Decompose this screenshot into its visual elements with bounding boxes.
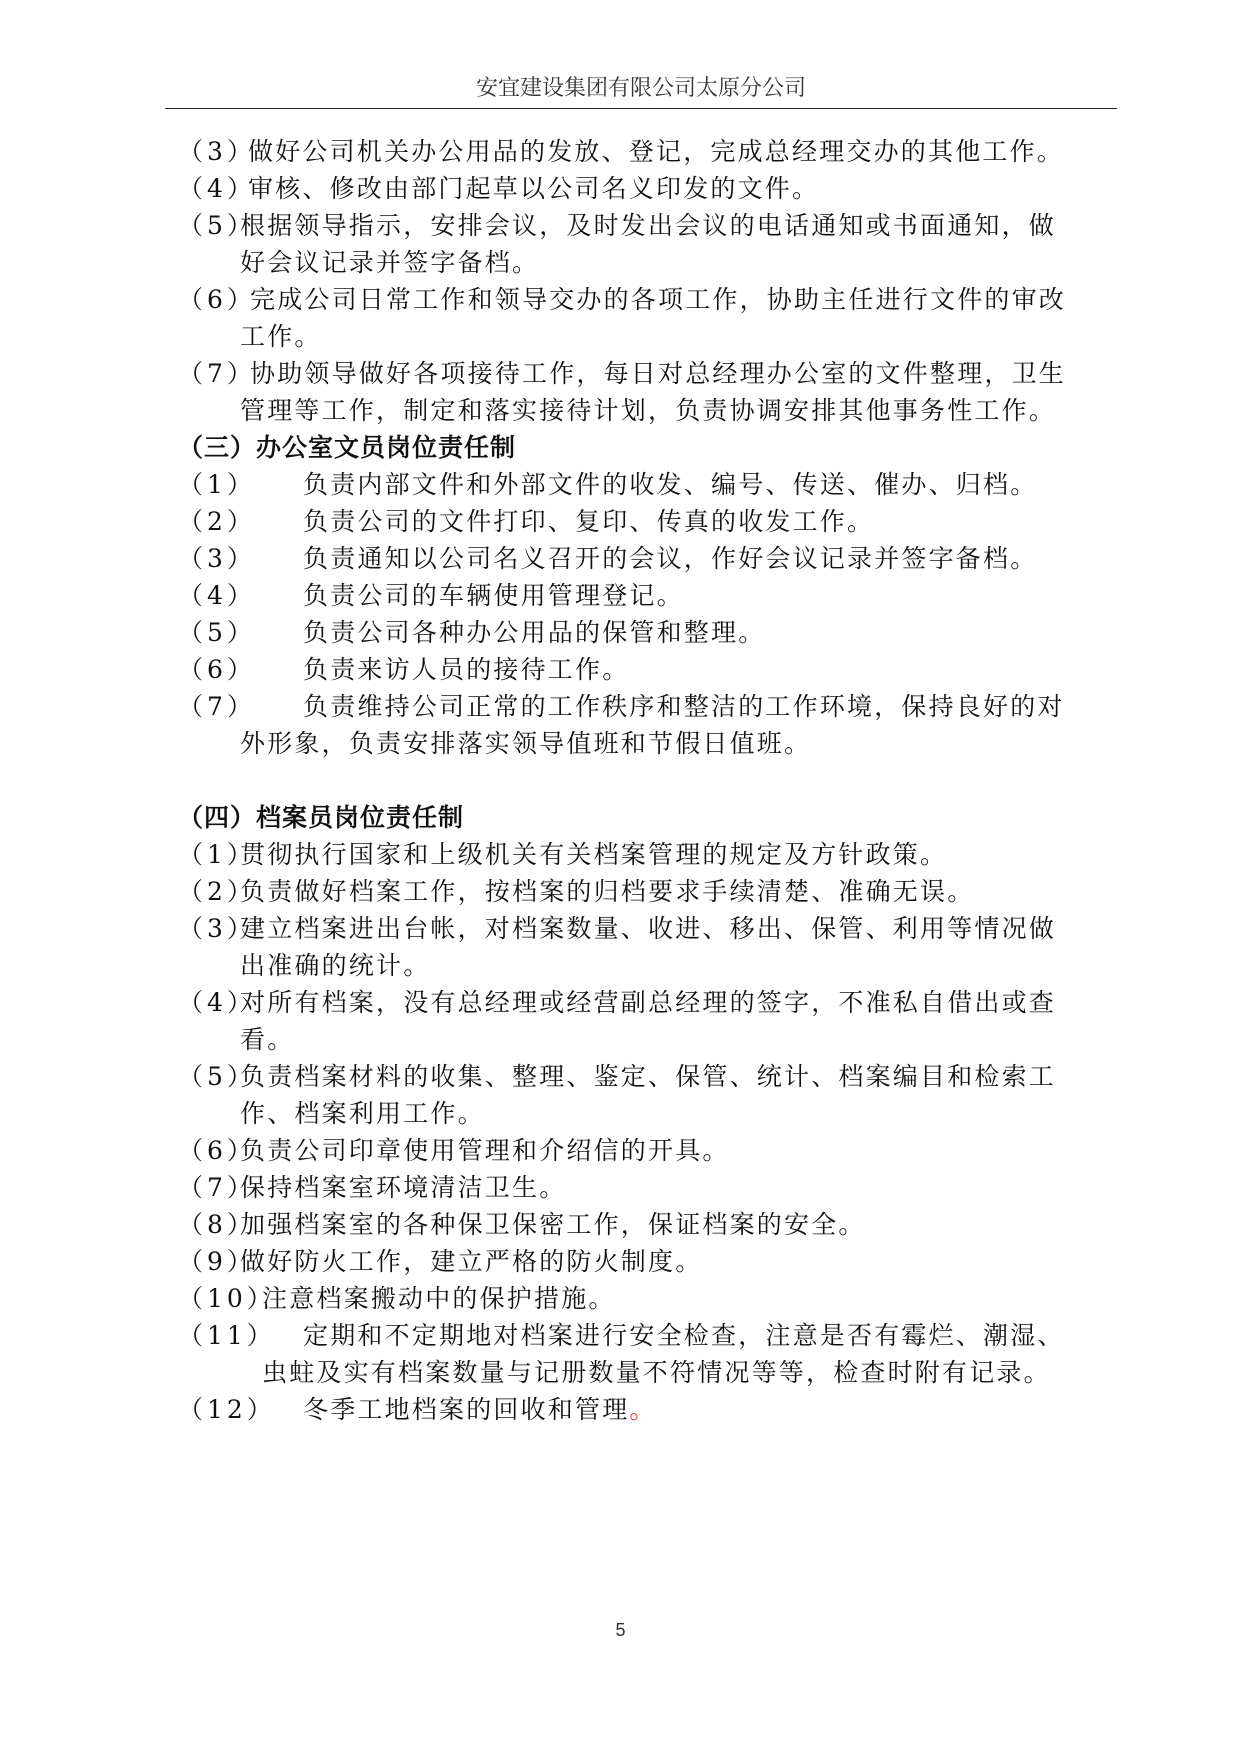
item-text: 负责公司印章使用管理和介绍信的开具。 (240, 1136, 730, 1165)
item-text-continued: 好会议记录并签字备档。 (240, 248, 540, 277)
item-text-wrapper (303, 1391, 657, 1428)
item-text-continued: 外形象，负责安排落实领导值班和节假日值班。 (240, 729, 812, 758)
item-number: （11） (178, 1321, 276, 1350)
list-item (178, 207, 1123, 244)
item-text-continued: 出准确的统计。 (240, 951, 431, 980)
item-number: （6） (178, 1136, 256, 1165)
list-item-continuation (178, 318, 1123, 355)
item-number: （2） (178, 877, 256, 906)
list-item (178, 170, 1123, 207)
item-text: 建立档案进出台帐，对档案数量、收进、移出、保管、利用等情况做 (240, 914, 1057, 943)
item-text: 做好防火工作，建立严格的防火制度。 (240, 1247, 703, 1276)
item-number: （3） (178, 914, 256, 943)
item-text: 负责公司的文件打印、复印、传真的收发工作。 (303, 507, 875, 536)
list-item (178, 503, 1123, 540)
item-text: 定期和不定期地对档案进行安全检查，注意是否有霉烂、潮湿、 (303, 1321, 1065, 1350)
page-number: 5 (615, 1620, 626, 1640)
item-text: 根据领导指示，安排会议，及时发出会议的电话通知或书面通知，做 (240, 211, 1057, 240)
item-number: （1） (178, 840, 256, 869)
item-text: 贯彻执行国家和上级机关有关档案管理的规定及方针政策。 (240, 840, 948, 869)
item-number: （4） (178, 174, 256, 203)
page-header (165, 72, 1117, 109)
list-item (178, 1317, 1123, 1354)
section-heading (178, 799, 1123, 836)
item-number: （5） (178, 1062, 256, 1091)
section-title: （四）档案员岗位责任制 (178, 803, 465, 832)
item-text-continued: 管理等工作，制定和落实接待计划，负责协调安排其他事务性工作。 (240, 396, 1057, 425)
item-number: （9） (178, 1247, 256, 1276)
list-item-continuation (178, 1354, 1123, 1391)
item-number: （2） (178, 507, 256, 536)
list-item-continuation (178, 1021, 1123, 1058)
document-body (178, 133, 1123, 1428)
item-text: 负责维持公司正常的工作秩序和整洁的工作环境，保持良好的对 (303, 692, 1065, 721)
spacer (178, 762, 1123, 799)
item-number: （7） (178, 1173, 256, 1202)
item-number: （6） (178, 285, 256, 314)
item-text: 负责档案材料的收集、整理、鉴定、保管、统计、档案编目和检索工 (240, 1062, 1057, 1091)
list-item (178, 1206, 1123, 1243)
list-item (178, 281, 1123, 318)
list-item (178, 1169, 1123, 1206)
item-number: （7） (178, 692, 256, 721)
list-item-continuation (178, 244, 1123, 281)
list-item-continuation (178, 725, 1123, 762)
list-item (178, 1058, 1123, 1095)
item-number: （8） (178, 1210, 256, 1239)
list-item-continuation (178, 392, 1123, 429)
item-number: （7） (178, 359, 256, 388)
item-text-continued: 作、档案利用工作。 (240, 1099, 485, 1128)
list-item (178, 355, 1123, 392)
list-item (178, 540, 1123, 577)
list-item (178, 910, 1123, 947)
item-number: （4） (178, 988, 256, 1017)
item-number: （4） (178, 581, 256, 610)
item-text: 冬季工地档案的回收和管理 (303, 1395, 630, 1424)
list-item (178, 133, 1123, 170)
item-text: 负责来访人员的接待工作。 (303, 655, 630, 684)
item-text: 保持档案室环境清洁卫生。 (240, 1173, 567, 1202)
list-item (178, 651, 1123, 688)
item-text: 完成公司日常工作和领导交办的各项工作，协助主任进行文件的审改 (250, 285, 1067, 314)
list-item (178, 466, 1123, 503)
item-text: 加强档案室的各种保卫保密工作，保证档案的安全。 (240, 1210, 866, 1239)
item-number: （5） (178, 211, 256, 240)
section-heading (178, 429, 1123, 466)
item-number: （5） (178, 618, 256, 647)
header-title: 安宜建设集团有限公司太原分公司 (475, 76, 806, 101)
list-item (178, 688, 1123, 725)
list-item (178, 836, 1123, 873)
list-item-continuation (178, 947, 1123, 984)
item-number: （1） (178, 470, 256, 499)
list-item-continuation (178, 1095, 1123, 1132)
item-number: （3） (178, 137, 256, 166)
item-number: （10） (178, 1284, 276, 1313)
list-item (178, 873, 1123, 910)
item-text: 协助领导做好各项接待工作，每日对总经理办公室的文件整理，卫生 (250, 359, 1067, 388)
section-title: （三）办公室文员岗位责任制 (178, 433, 517, 462)
list-item (178, 1243, 1123, 1280)
item-text: 审核、修改由部门起草以公司名义印发的文件。 (248, 174, 820, 203)
item-text-continued: 虫蛀及实有档案数量与记册数量不符情况等等，检查时附有记录。 (262, 1358, 1051, 1387)
list-item (178, 577, 1123, 614)
item-text-continued: 工作。 (240, 322, 322, 351)
list-item (178, 984, 1123, 1021)
list-item (178, 1391, 1123, 1428)
item-text: 负责公司的车辆使用管理登记。 (303, 581, 684, 610)
list-item (178, 614, 1123, 651)
list-item (178, 1280, 1123, 1317)
item-text-continued: 看。 (240, 1025, 295, 1054)
red-period: 。 (629, 1395, 657, 1424)
item-text: 注意档案搬动中的保护措施。 (262, 1284, 616, 1313)
list-item (178, 1132, 1123, 1169)
item-text: 负责通知以公司名义召开的会议，作好会议记录并签字备档。 (303, 544, 1038, 573)
item-number: （3） (178, 544, 256, 573)
item-text: 做好公司机关办公用品的发放、登记，完成总经理交办的其他工作。 (248, 137, 1065, 166)
item-text: 对所有档案，没有总经理或经营副总经理的签字，不准私自借出或查 (240, 988, 1057, 1017)
item-number: （6） (178, 655, 256, 684)
item-number: （12） (178, 1395, 276, 1424)
item-text: 负责做好档案工作，按档案的归档要求手续清楚、准确无误。 (240, 877, 975, 906)
item-text: 负责内部文件和外部文件的收发、编号、传送、催办、归档。 (303, 470, 1038, 499)
item-text: 负责公司各种办公用品的保管和整理。 (303, 618, 766, 647)
